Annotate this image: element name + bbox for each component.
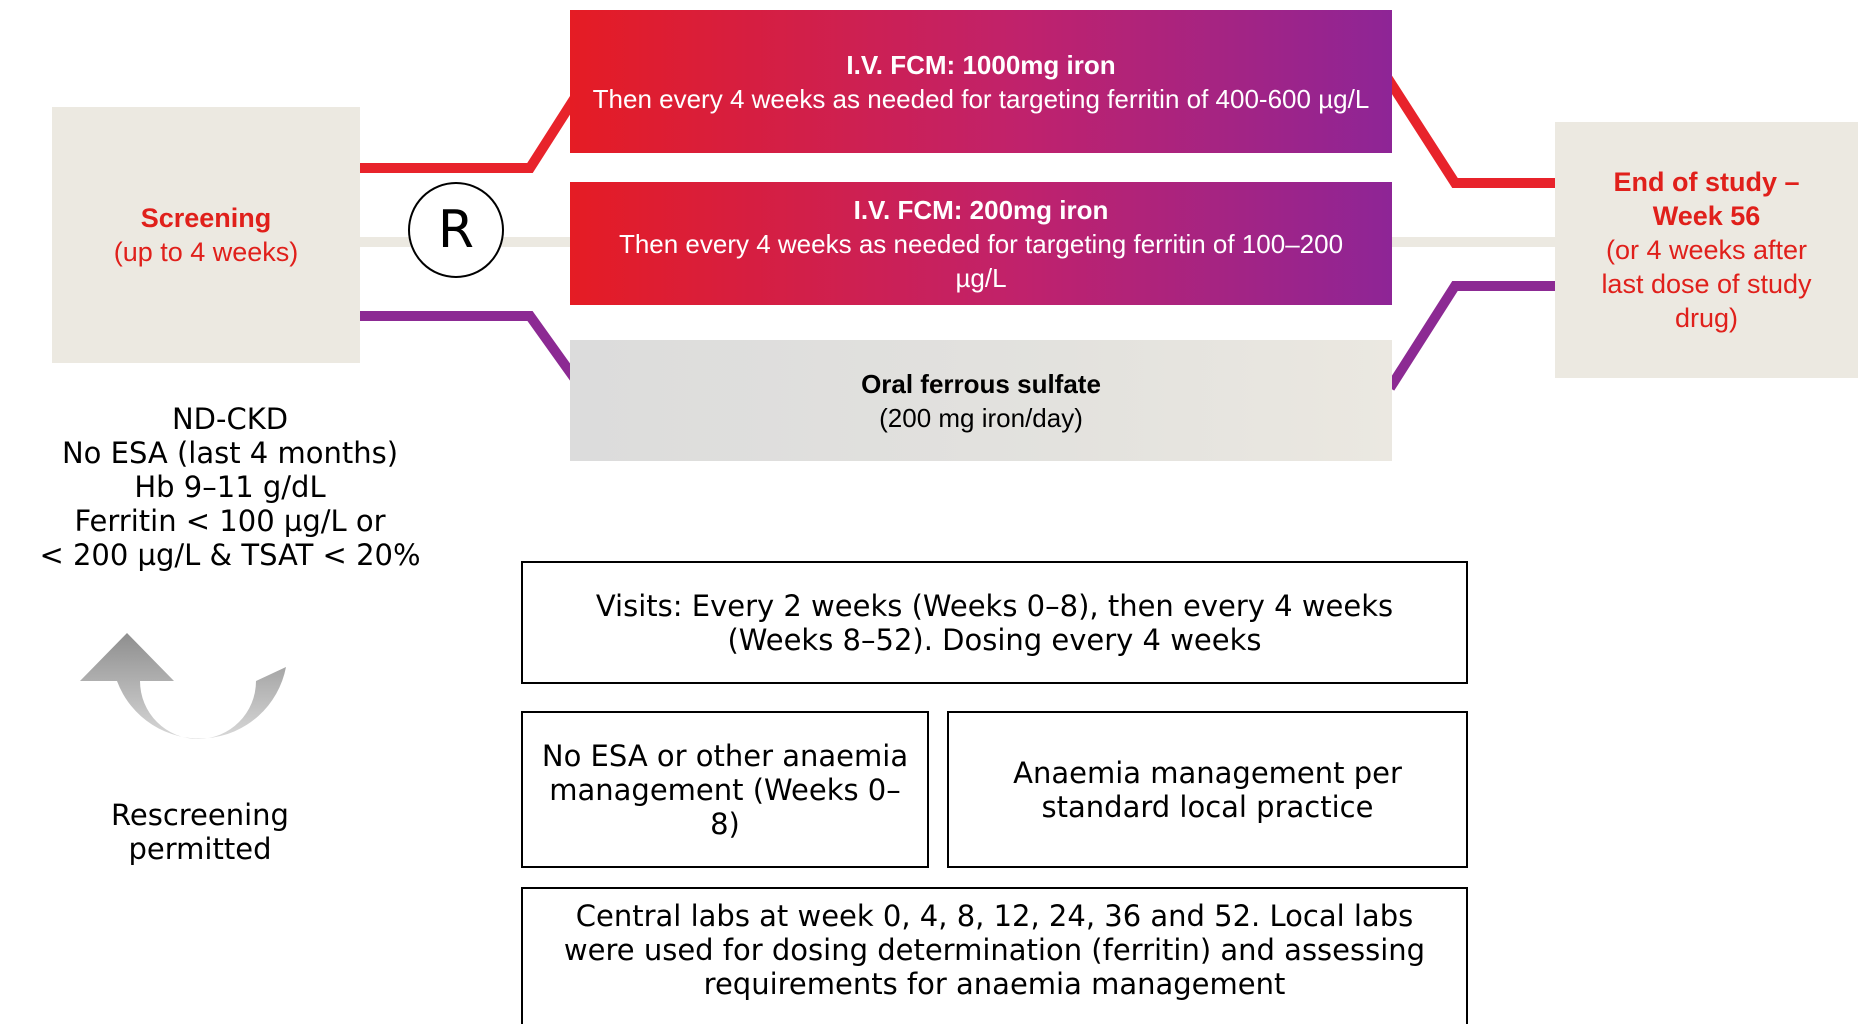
end-of-study-detail: (or 4 weeks after last dose of study drug) [1601, 235, 1812, 333]
arm-fcm-200-detail: Then every 4 weeks as needed for targeting ferritin of 100–200 µg/L [618, 228, 1344, 293]
arm-fcm-1000-detail: Then every 4 weeks as needed for targeting ferritin of 400-600 µg/L [592, 83, 1370, 114]
arm-oral-iron-title: Oral ferrous sulfate [861, 368, 1101, 399]
screening-title: Screening [140, 203, 272, 233]
no-esa-box: No ESA or other anaemia management (Weeks 0–8) [521, 711, 929, 868]
criteria-line: ND-CKD [171, 402, 289, 436]
criteria-line: Hb 9–11 g/dL [134, 470, 326, 504]
randomization-label: R [437, 200, 475, 260]
randomization-circle [408, 182, 504, 278]
bottom-arm-line-right [1390, 286, 1560, 388]
criteria-line: No ESA (last 4 months) [61, 436, 399, 470]
rescreening-arrow-icon [70, 625, 300, 795]
criteria-line: Ferritin < 100 µg/L or [74, 504, 386, 538]
end-of-study-box [1555, 122, 1858, 378]
rescreening-label: Rescreening permitted [111, 798, 289, 866]
anaemia-management-box: Anaemia management per standard local practice [947, 711, 1468, 868]
labs-box: Central labs at week 0, 4, 8, 12, 24, 36 and 52. Local labs were used for dosing determination (ferritin) and assessing requirements for anaemia management [521, 887, 1468, 1024]
arm-fcm-1000-title: I.V. FCM: 1000mg iron [846, 49, 1116, 80]
arm-fcm-200 [570, 182, 1392, 305]
arm-fcm-1000 [570, 10, 1392, 153]
arm-fcm-200-title: I.V. FCM: 200mg iron [853, 194, 1109, 225]
criteria-line: < 200 µg/L & TSAT < 20% [39, 538, 421, 572]
arm-oral-iron [570, 340, 1392, 461]
arm-oral-iron-detail: (200 mg iron/day) [879, 402, 1083, 433]
visits-box: Visits: Every 2 weeks (Weeks 0–8), then every 4 weeks (Weeks 8–52). Dosing every 4 weeks [521, 561, 1468, 684]
top-arm-line-right [1385, 74, 1560, 183]
end-of-study-title: End of study – Week 56 [1613, 167, 1800, 231]
inclusion-criteria [0, 402, 460, 572]
screening-subtitle: (up to 4 weeks) [113, 237, 299, 267]
screening-box [52, 107, 360, 363]
